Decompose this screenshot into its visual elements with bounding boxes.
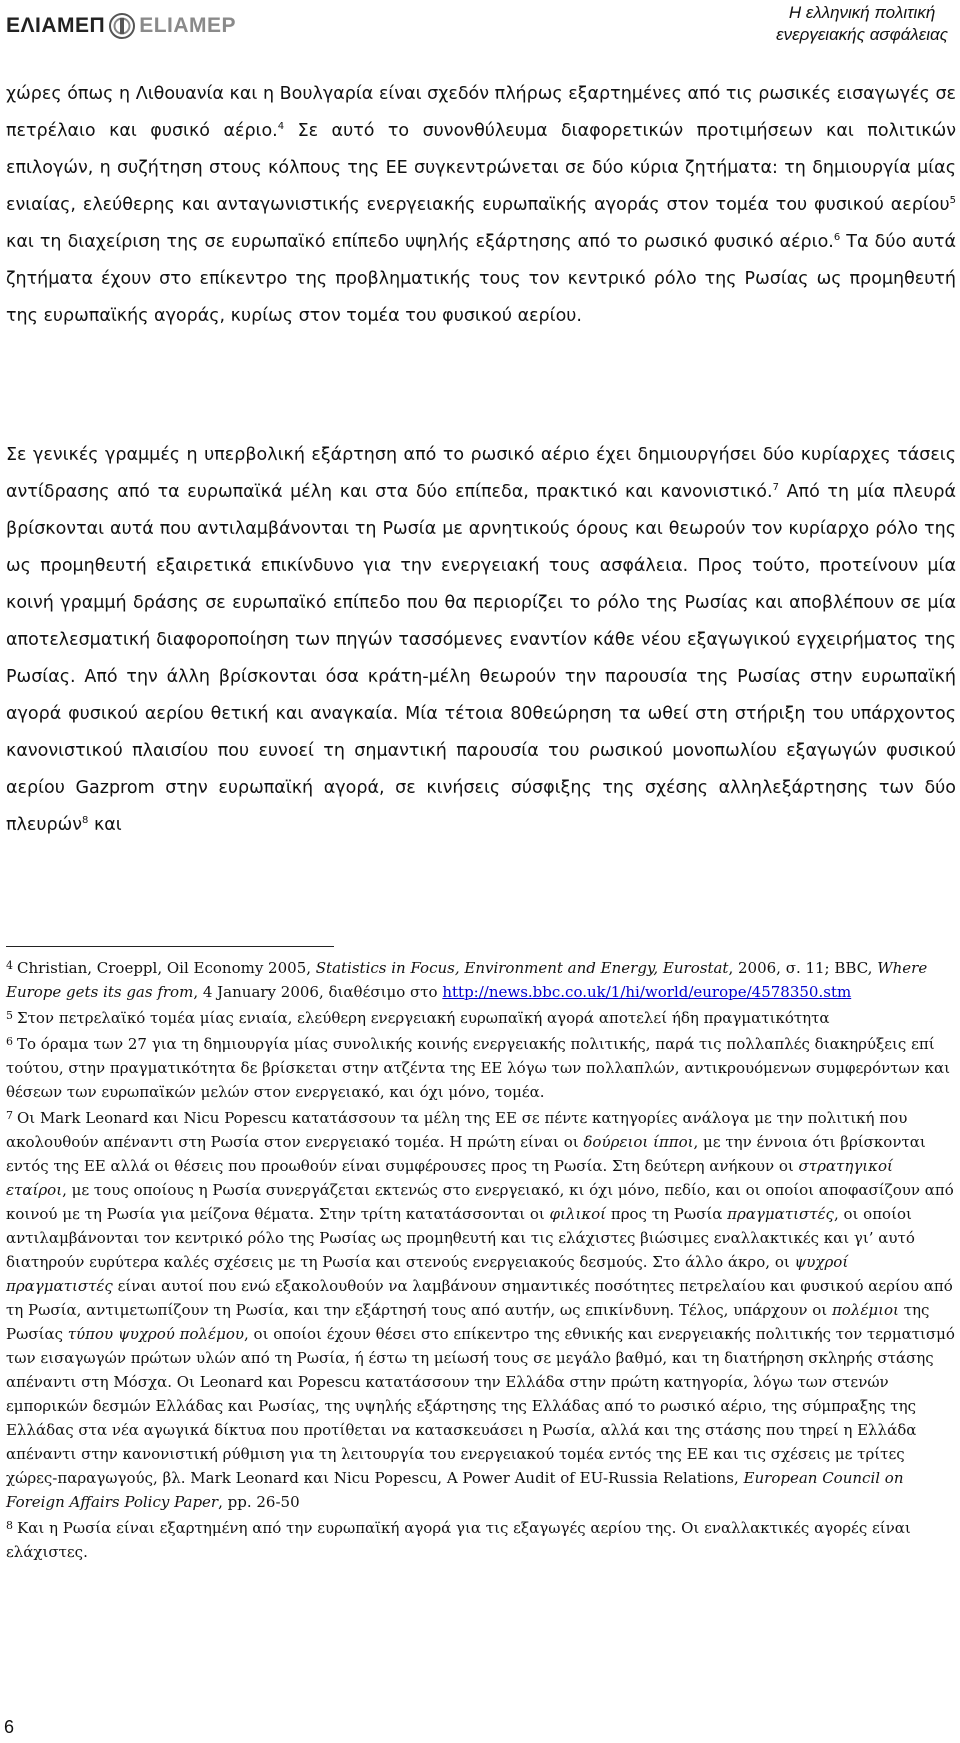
text-run: , οι οποίοι έχουν θέσει στο επίκεντρο της εθνικής και ενεργειακής πολιτικής τον τερματισμό των εισαγωγών πρώτων υλών από τη Ρωσία, ή έστω τη μείωσή τους σε μεγάλο βαθμό, και τη διατήρηση σκληρής στάσης απέναντι στη Μόσχα. Οι Leonard και Popescu κατατάσσουν την Ελλάδα στην πρώτη κατηγορία, λόγω των στενών εμπορικών δεσμών Ελλάδας και Ρωσίας, της υψηλής εξάρτησης της Ελλάδας από το ρωσικό αέριο, της σύμπραξης της Ελλάδας στα νέα αγωγικά δίκτυα που προτίθεται να κατασκευάσει η Ρωσία, αλλά και της στάσης που τηρεί η Ελλάδα απέναντι στην κανονιστική ρύθμιση για τη λειτουργία του ενεργειακού τομέα εντός της ΕΕ και τις σχέσεις με τρίτες χώρες-παραγωγούς, βλ. Mark Leonard και Nicu Popescu, A Power Audit of EU-Russia Relations, [6,1325,955,1487]
running-title-line-1: Η ελληνική πολιτική [788,3,936,22]
italic-run: ψυχροί πραγματιστές [6,1253,849,1295]
body-paragraph-2 [6,437,956,844]
italic-run: Where Europe gets its gas from [6,959,928,1001]
italic-run: δούρειοι ίπποι [583,1133,694,1151]
footnote-number: 7 [6,1109,13,1122]
footnote-ref-6[interactable]: 6 [833,232,841,243]
text-run: , οι οποίοι αντιλαμβάνονται τον κεντρικό ρόλο της Ρωσίας ως προμηθευτή και τις ελάχιστες βιώσιμες εναλλακτικές και γι’ αυτό διατηρούν ευρύτερα καλές σχέσεις με τη Ρωσία και στενούς ενεργειακούς δεσμούς. Στο άλλο άκρο, οι [6,1205,915,1271]
logo-emblem-icon [109,13,135,39]
page-number: 6 [4,1717,15,1737]
text-run: και τη διαχείριση της σε ευρωπαϊκό επίπεδο υψηλής εξάρτησης από το ρωσικό φυσικό αέριο. [6,232,834,252]
text-run: Τα δύο αυτά ζητήματα έχουν στο επίκεντρο της προβληματικής τους τον κεντρικό ρόλο της Ρωσίας ως προμηθευτή της ευρωπαϊκής αγοράς, κυρίως στον τομέα του φυσικού αερίου. [6,232,956,326]
italic-run: πραγματιστές [727,1205,834,1223]
footnote-7 [6,1104,956,1514]
footnote-number: 6 [6,1035,13,1048]
footnote-6 [6,1030,956,1104]
text-run: , με τους οποίους η Ρωσία συνεργάζεται εκτενώς στο ενεργειακό, κι όχι μόνο, πεδίο, και οι οποίοι αποφασίζουν από κοινού με τη Ρωσία για μείζονα θέματα. Στην τρίτη κατατάσσονται οι [6,1181,954,1223]
italic-run: τύπου ψυχρού πολέμου [67,1325,244,1343]
footnote-number: 8 [6,1519,13,1532]
italic-run: Statistics in Focus, Environment and Energy, Eurostat [315,959,729,977]
italic-run: στρατηγικοί εταίροι [6,1157,893,1199]
text-run: Σε γενικές γραμμές η υπερβολική εξάρτηση από το ρωσικό αέριο έχει δημιουργήσει δύο κυρίαρχες τάσεις αντίδρασης από τα ευρωπαϊκά μέλη και στα δύο επίπεδα, πρακτικό και κανονιστικό. [6,445,956,502]
text-run: χώρες όπως η Λιθουανία και η Βουλγαρία είναι σχεδόν πλήρως εξαρτημένες από τις ρωσικές εισαγωγές σε πετρέλαιο και φυσικό αέριο. [6,84,956,141]
footnote-4 [6,954,956,1004]
text-run: και [88,815,122,835]
text-run: Και η Ρωσία είναι εξαρτημένη από την ευρωπαϊκή αγορά για τις εξαγωγές αερίου της. Οι εναλλακτικές αγορές είναι ελάχιστες. [6,1519,911,1561]
page-header [0,0,960,60]
footnote-ref-5[interactable]: 5 [949,195,956,206]
footnote-separator [6,946,334,947]
footnotes [6,954,956,1564]
logo-text-greek: ΕΛΙΑΜΕΠ [6,14,106,37]
italic-run: φιλικοί [549,1205,607,1223]
text-run: , 4 January 2006, διαθέσιμο στο [193,983,443,1001]
italic-run: European Council on Foreign Affairs Policy Paper [6,1469,904,1511]
text-run: Οι Mark Leonard και Nicu Popescu κατατάσσουν τα μέλη της ΕΕ σε πέντε κατηγορίες ανάλογα με την πολιτική που ακολουθούν απέναντι στη Ρωσία στον ενεργειακό τομέα. Η πρώτη είναι οι [6,1109,908,1151]
body-paragraph-1 [6,76,956,335]
text-run: , με την έννοια ότι βρίσκονται εντός της ΕΕ αλλά οι θέσεις που προωθούν είναι συμφέρουσες προς τη Ρωσία. Στη δεύτερη ανήκουν οι [6,1133,926,1175]
italic-run: πολέμιοι [831,1301,899,1319]
text-run: της Ρωσίας [6,1301,930,1343]
text-run: είναι αυτοί που ενώ εξακολουθούν να λαμβάνουν σημαντικές ποσότητες πετρελαίου και φυσικού αερίου από τη Ρωσία, αντιμετωπίζουν τη Ρωσία, και την εξάρτησή τους από αυτήν, ως επικίνδυνη. Τέλος, υπάρχουν οι [6,1277,953,1319]
text-run: , 2006, σ. 11; BBC, [728,959,878,977]
text-run: προς τη Ρωσία [606,1205,728,1223]
text-run: Το όραμα των 27 για τη δημιουργία μίας συνολικής κοινής ενεργειακής πολιτικής, παρά τις πολλαπλές διακηρύξεις επί τούτου, στην πραγματικότητα δε βρίσκεται στην ατζέντα της ΕΕ λόγω των πολλαπλών, αντικρουόμενων συμφερόντων και θέσεων των ευρωπαϊκών μελών στον ενεργειακό, και όχι μόνο, τομέα. [6,1035,951,1101]
bbc-source-link[interactable]: http://news.bbc.co.uk/1/hi/world/europe/4578350.stm [442,983,852,1001]
footnote-8 [6,1514,956,1564]
text-run: Christian, Croeppl, Oil Economy 2005, [17,959,316,977]
footnote-ref-7[interactable]: 7 [772,482,779,493]
eliamep-logo [6,9,236,43]
running-title [776,2,948,46]
text-run: Σε αυτό το συνονθύλευμα διαφορετικών προτιμήσεων και πολιτικών επιλογών, η συζήτηση στους κόλπους της ΕΕ συγκεντρώνεται σε δύο κύρια ζητήματα: τη δημιουργία μίας ενιαίας, ελεύθερης και ανταγωνιστικής ενεργειακής ευρωπαϊκής αγοράς στον τομέα του φυσικού αερίου [6,121,957,215]
text-run: Στον πετρελαϊκό τομέα μίας ενιαία, ελεύθερη ενεργειακή ευρωπαϊκή αγορά αποτελεί ήδη πραγματικότητα [17,1009,830,1027]
footnote-number: 5 [6,1009,13,1022]
footnote-ref-4[interactable]: 4 [277,121,285,132]
text-run: Από τη μία πλευρά βρίσκονται αυτά που αντιλαμβάνονται τη Ρωσία με αρνητικούς όρους και θεωρούν τον κυρίαρχο ρόλο της ως προμηθευτή εξαιρετικά επικίνδυνο για την ενεργειακή τους ασφάλεια. Προς τούτο, προτείνουν μία κοινή γραμμή δράσης σε ευρωπαϊκό επίπεδο που θα περιορίζει το ρόλο της Ρωσίας και αποβλέπουν σε μία αποτελεσματική διαφοροποίηση των πηγών τασσόμενες εναντίον κάθε νέου εξαγωγικού εγχειρήματος της Ρωσίας. Από την άλλη βρίσκονται όσα κράτη-μέλη θεωρούν την παρουσία της Ρωσίας στην ευρωπαϊκή αγορά φυσικού αερίου θετική και αναγκαία. Μία τέτοια 80θεώρηση τα ωθεί στη στήριξη του υπάρχοντος κανονιστικού πλαισίου που ευνοεί τη σημαντική παρουσία του ρωσικού μονοπωλίου εξαγωγών φυσικού αερίου Gazprom στην ευρωπαϊκή αγορά, σε κινήσεις σύσφιξης της σχέσης αλληλεξάρτησης των δύο πλευρών [6,482,956,835]
footnote-ref-8[interactable]: 8 [82,815,89,826]
logo-text-latin: ELIAMEP [139,14,237,37]
footnote-5 [6,1004,956,1030]
footnote-number: 4 [6,959,13,972]
running-title-line-2: ενεργειακής ασφάλειας [776,25,948,44]
text-run: , pp. 26-50 [218,1493,300,1511]
